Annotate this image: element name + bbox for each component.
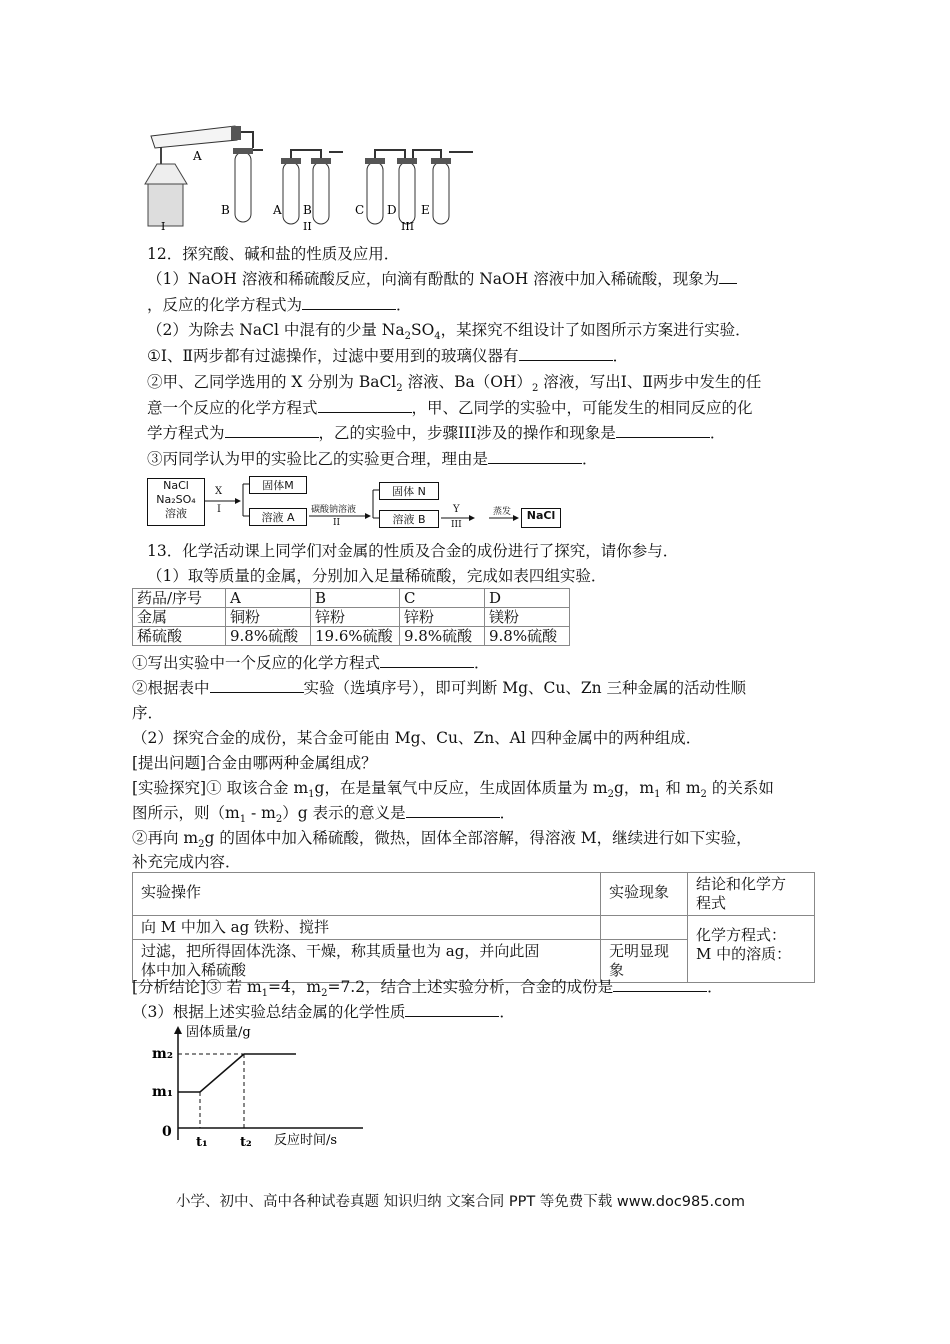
apparatus-figure (143, 122, 483, 232)
q13-p1: （1）取等质量的金属，分别加入足量稀硫酸，完成如表四组实验． (147, 567, 607, 585)
q13-a1: ①写出实验中一个反应的化学方程式 ． (132, 654, 490, 672)
footer: 小学、初中、高中各种试卷真题 知识归纳 文案合同 PPT 等免费下载 www.doc985.com (176, 1194, 746, 1210)
graph-m2: m₂ (152, 1046, 173, 1062)
label-B1: B (221, 203, 230, 217)
q12-p2: （2）为除去 NaCl 中混有的少量 $Na_2SO_4$，某探究不组设计了如图所示方案进行实验． (147, 321, 751, 343)
mass-time-graph (148, 1024, 368, 1150)
flow-solid-N: 固体 N (379, 482, 439, 500)
flow-y: Y (453, 504, 460, 515)
q12-s1: ①Ⅰ、Ⅱ两步都有过滤操作，过滤中要用到的玻璃仪器有 ． (147, 347, 629, 365)
flow-box-start: NaCl Na₂SO₄ 溶液 (147, 478, 205, 526)
q13-p2: （2）探究合金的成份，某合金可能由 Mg、Cu、Zn、Al 四种金属中的两种组成． (132, 729, 702, 747)
label-D: D (387, 203, 397, 217)
q13-a2: ②根据表中 实验（选填序号），即可判断 Mg、Cu、Zn 三种金属的活动性顺 (132, 679, 747, 697)
label-I: I (161, 220, 166, 232)
answer-blank[interactable] (302, 294, 396, 310)
label-A2: A (273, 203, 282, 217)
q13-a2c: 序． (132, 704, 164, 722)
table-row: 稀硫酸 9.8%硫酸 19.6%硫酸 9.8%硫酸 9.8%硫酸 (133, 627, 570, 646)
answer-blank[interactable] (380, 652, 474, 668)
q13-e2c: 补充完成内容． (132, 853, 241, 871)
flow-x: X (215, 486, 223, 497)
q12-s2f: 学方程式为 ，乙的实验中，步骤III涉及的操作和现象是 ． (147, 424, 726, 442)
answer-blank[interactable] (318, 397, 412, 413)
graph-xlabel: 反应时间/s (274, 1133, 338, 1148)
metal-table (132, 588, 570, 646)
answer-blank[interactable] (210, 677, 304, 693)
label-C: C (355, 203, 365, 217)
q12-s2d: 意一个反应的化学方程式 ，甲、乙同学的实验中，可能发生的相同反应的化 (147, 399, 753, 417)
q13-question: [提出问题]合金由哪两种金属组成？ (132, 754, 377, 772)
answer-blank[interactable] (225, 422, 319, 438)
graph-t1: t₁ (196, 1135, 208, 1150)
q13-e1f: 图所示，则$(m_1 - m_2)g$ 表示的意义是 ． (132, 804, 516, 826)
q12-s2a: ②甲、乙同学选用的 X 分别为 BaCl$_2$ 溶液、$Ba(OH)_2$ 溶液，写出Ⅰ、Ⅱ两步中发生的任 (147, 373, 762, 395)
graph-origin: 0 (162, 1124, 172, 1140)
label-III: III (401, 220, 415, 232)
table-row: 过滤，把所得固体洗涤、干燥，称其质量也为 ag，并向此固 体中加入稀硫酸 无明显现 象 (133, 940, 815, 983)
label-A-tube: A (193, 149, 202, 163)
flow-solution-B: 溶液 B (379, 510, 439, 528)
table-row: 药品/序号 A B C D (133, 589, 570, 608)
flow-nacl: NaCl (521, 508, 561, 528)
flow-iii: III (451, 520, 462, 530)
q12-s3: ③丙同学认为甲的实验比乙的实验更合理，理由是 ． (147, 450, 598, 468)
table-row: 金属 铜粉 锌粉 锌粉 镁粉 (133, 608, 570, 627)
flow-diagram (143, 474, 563, 530)
q12-p1b: ，反应的化学方程式为 ． (147, 296, 412, 314)
graph-t2: t₂ (240, 1135, 252, 1150)
flow-solution-A: 溶液 A (249, 508, 307, 526)
flow-i: I (217, 504, 221, 515)
answer-blank[interactable] (406, 802, 500, 818)
table-row: 向 M 中加入 ag 铁粉、搅拌 化学方程式： M 中的溶质： (133, 916, 815, 940)
q13-e2: ②再向 $m_2g$ 的固体中加入稀硫酸，微热，固体全部溶解，得溶液 M，继续进行如下实验， (132, 829, 752, 851)
graph-m1: m₁ (152, 1084, 173, 1100)
experiment-table (132, 872, 815, 983)
table-row: 实验操作 实验现象 结论和化学方 程式 (133, 873, 815, 916)
q12-p1a: （1）NaOH 溶液和稀硫酸反应，向滴有酚酞的 NaOH 溶液中加入稀硫酸，现象为 (147, 268, 737, 290)
label-II: II (303, 220, 312, 232)
q13-title: 13．化学活动课上同学们对金属的性质及合金的成份进行了探究，请你参与． (147, 542, 679, 560)
q13-e1: [实验探究]① 取该合金 $m_1g$，在是量氧气中反应，生成固体质量为 $m_2g$，$m_1$ 和 $m_2$ 的关系如 (132, 779, 774, 801)
graph-ylabel: 固体质量/g (186, 1025, 251, 1040)
flow-ii: II (333, 518, 341, 528)
answer-blank[interactable] (405, 1001, 499, 1017)
answer-blank[interactable] (616, 422, 710, 438)
label-B2: B (303, 203, 312, 217)
answer-blank[interactable] (519, 345, 613, 361)
answer-blank[interactable] (613, 976, 707, 992)
q12-title: 12．探究酸、碱和盐的性质及应用． (147, 245, 400, 263)
answer-blank[interactable] (488, 448, 582, 464)
answer-blank[interactable] (719, 268, 737, 284)
q13-p3: （3）根据上述实验总结金属的化学性质 ． (132, 1003, 515, 1021)
flow-solid-M: 固体M (249, 476, 307, 494)
flow-evap: 蒸发 (493, 507, 512, 517)
flow-na2co3: 碳酸钠溶液 (311, 505, 357, 515)
q13-analysis: [分析结论]③ 若 $m_1=4$，$m_2=7.2$，结合上述实验分析，合金的成份是 ． (132, 978, 723, 1000)
label-E: E (421, 203, 430, 217)
